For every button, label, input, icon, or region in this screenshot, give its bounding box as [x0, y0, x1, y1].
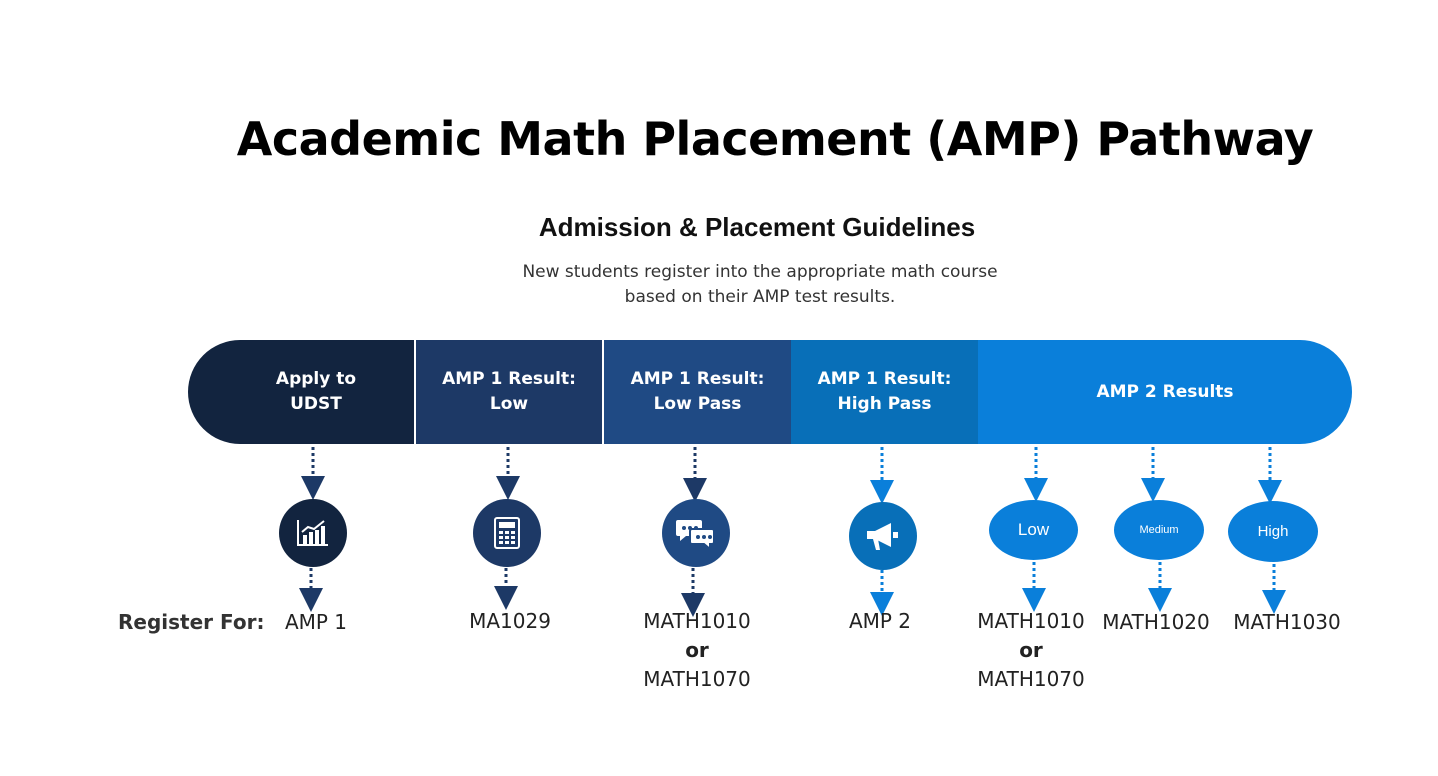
calculator-icon — [473, 499, 541, 567]
course-code: AMP 2 — [848, 609, 912, 633]
stage-amp1-high-pass-line1: AMP 1 Result: — [817, 369, 952, 389]
stage-apply-line2: UDST — [290, 394, 342, 414]
level-medium-oval: Medium — [1114, 500, 1204, 560]
or-text: or — [1019, 638, 1043, 662]
register-amp1 — [236, 608, 396, 637]
register-for-label: Register For: — [118, 610, 265, 634]
stage-amp1-low-line2: Low — [489, 394, 529, 414]
course-code: MATH1010 — [977, 609, 1085, 633]
description-line2: based on their AMP test results. — [624, 287, 896, 307]
stage-amp1-high-pass-line2: High Pass — [837, 394, 932, 414]
register-amp2 — [800, 607, 960, 636]
or-text: or — [685, 638, 709, 662]
course-code: MATH1030 — [1233, 610, 1341, 634]
description-line1: New students register into the appropriate math course — [522, 262, 998, 282]
stage-amp2-results-label: AMP 2 Results — [1096, 381, 1234, 402]
register-ma1029 — [430, 607, 590, 636]
register-low-pass — [617, 607, 777, 694]
level-low-oval: Low — [989, 500, 1078, 560]
page-title: Academic Math Placement (AMP) Pathway — [236, 112, 1314, 166]
stage-apply-line1: Apply to — [275, 369, 357, 389]
chart-icon — [279, 499, 347, 567]
page-subtitle: Admission & Placement Guidelines — [538, 212, 976, 242]
stage-amp1-low-line1: AMP 1 Result: — [442, 369, 576, 389]
course-code: AMP 1 — [284, 610, 348, 634]
course-code: MA1029 — [469, 609, 551, 633]
stage-amp1-low-pass-line2: Low Pass — [653, 394, 742, 414]
course-code: MATH1070 — [977, 667, 1085, 691]
megaphone-icon — [849, 502, 917, 570]
course-code: MATH1020 — [1102, 610, 1210, 634]
register-amp2-high — [1207, 608, 1367, 637]
stage-amp1-low-pass-line1: AMP 1 Result: — [630, 369, 765, 389]
course-code: MATH1010 — [643, 609, 751, 633]
course-code: MATH1070 — [643, 667, 751, 691]
chat-icon — [662, 499, 730, 567]
level-high-oval: High — [1228, 501, 1318, 562]
